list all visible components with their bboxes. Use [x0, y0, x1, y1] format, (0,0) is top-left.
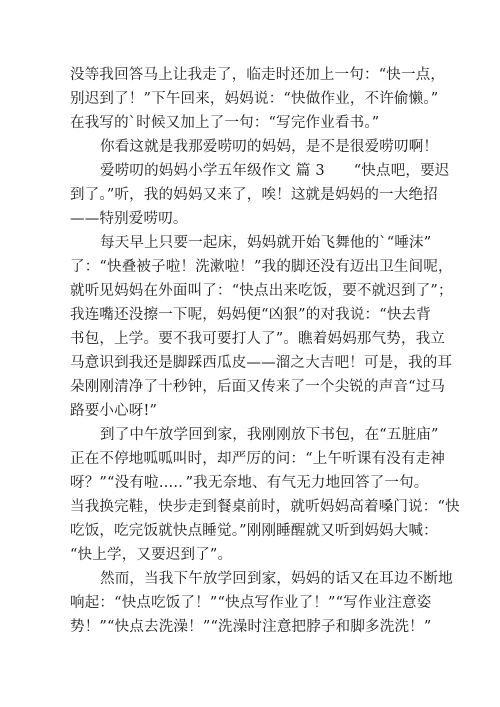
- text-line: 呀？”“没有啦….．”我无奈地、有气无力地回答了一句。: [70, 475, 429, 491]
- text-line: 到了中午放学回到家，我刚刚放下书包，在“五脏庙”: [100, 427, 439, 443]
- text-line: 书包，上学。要不我可要打人了”。瞧着妈妈那气势，我立: [70, 331, 446, 347]
- text-line: 当我换完鞋，快步走到餐桌前时，就听妈妈高着嗓门说：“快: [70, 499, 460, 515]
- text-line: 没等我回答马上让我走了，临走时还加上一句：“快一点，: [70, 67, 446, 83]
- text-line: 正在不停地呱呱叫时，却严厉的问：“上午听课有没有走神: [70, 451, 446, 467]
- text-line: ——特别爱唠叨。: [70, 211, 188, 227]
- text-line: 别迟到了！”下午回来，妈妈说：“快做作业，不许偷懒。”: [70, 91, 439, 107]
- text-line: 马意识到我还是脚踩西瓜皮——溜之大吉吧！可是，我的耳: [70, 355, 453, 371]
- text-line: 响起：“快点吃饭了！”“快点写作业了！”“写作业注意姿: [70, 595, 432, 611]
- text-line: 然而，当我下午放学回到家，妈妈的话又在耳边不断地: [100, 571, 453, 587]
- text-line: 了：“快叠被子啦！洗漱啦！”我的脚还没有迈出卫生间呢，: [70, 259, 453, 275]
- text-line: 就听见妈妈在外面叫了：“快点出来吃饭，要不就迟到了”；: [70, 283, 453, 299]
- text-line: 吃饭，吃完饭就快点睡觉。”刚刚睡醒就又听到妈妈大喊：: [70, 523, 438, 539]
- text-line: 爱唠叨的妈妈小学五年级作文 篇 3 “快点吧，要迟: [100, 163, 450, 179]
- text-line: “快上学，又要迟到了”。: [70, 547, 233, 563]
- text-line: 到了。”听，我的妈妈又来了，唉！这就是妈妈的一大绝招: [70, 187, 438, 203]
- text-line: 你看这就是我那爱唠叨的妈妈，是不是很爱唠叨啊！: [100, 139, 439, 155]
- text-line: 我连嘴还没擦一下呢，妈妈便“凶狠”的对我说：“快去背: [70, 307, 431, 323]
- text-line: 在我写的`时候又加上了一句：“写完作业看书。”: [70, 115, 380, 131]
- text-line: 路要小心呀!”: [70, 403, 158, 419]
- text-line: 朵刚刚清净了十秒钟，后面又传来了一个尖锐的声音“过马: [70, 379, 446, 395]
- text-line: 势！”“快点去洗澡！”“洗澡时注意把脖子和脚多洗洗！”: [70, 619, 432, 635]
- text-line: 每天早上只要一起床，妈妈就开始飞舞他的`“唾沫”: [100, 235, 432, 251]
